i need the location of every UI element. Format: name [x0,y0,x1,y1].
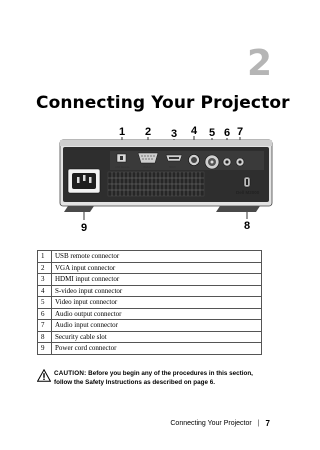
connector-number: 7 [38,320,52,332]
table-row [38,297,262,309]
chapter-title: Connecting Your Projector [36,93,290,113]
page-footer [170,419,270,428]
callout-2: 2 [145,126,152,138]
connector-number: 6 [38,308,52,320]
caution-icon [37,369,51,382]
callout-6: 6 [224,127,231,139]
caution-text-block [54,369,272,387]
connector-label: Power cord connector [52,343,262,355]
table-row [38,331,262,343]
callout-5: 5 [209,127,216,139]
connector-number: 3 [38,274,52,286]
connector-label: VGA input connector [52,262,262,274]
callout-8: 8 [244,220,251,232]
hdmi-port-label: HDMI [169,166,176,169]
footer-section-title: Connecting Your Projector [170,420,252,427]
connector-number: 4 [38,285,52,297]
vga-port-icon [138,153,158,163]
chapter-number: 2 [246,43,272,84]
connector-label: USB remote connector [52,251,262,263]
connector-label: S-video input connector [52,285,262,297]
connector-label: Video input connector [52,297,262,309]
table-row [38,274,262,286]
connector-label: Security cable slot [52,331,262,343]
caution-message: Before you begin any of the procedures in this section, follow the Safety Instructions as described on page 6. [54,370,253,387]
table-row [38,308,262,320]
caution-note [37,369,272,387]
footer-separator: | [257,420,260,427]
table-row [38,320,262,332]
table-row [38,285,262,297]
callout-4: 4 [191,125,198,137]
callout-9: 9 [81,222,88,234]
connector-number: 9 [38,343,52,355]
connector-label: HDMI input connector [52,274,262,286]
connector-number: 2 [38,262,52,274]
table-row [38,343,262,355]
connector-label: Audio output connector [52,308,262,320]
connector-number: 5 [38,297,52,309]
usb-port-label: USB Remote [115,166,130,169]
connector-number: 1 [38,251,52,263]
table-row [38,262,262,274]
caution-label: CAUTION: [54,370,87,377]
projector-rear-diagram [50,122,276,234]
callout-3: 3 [171,128,178,140]
connector-number: 8 [38,331,52,343]
connector-table [37,250,262,355]
callout-1: 1 [119,126,126,138]
connector-label: Audio input connector [52,320,262,332]
page-number: 7 [265,419,270,428]
brand-label: Dell M2000 [236,190,260,195]
table-row [38,251,262,263]
vga-port-label: VGA-A [143,166,151,169]
callout-7: 7 [237,126,244,138]
